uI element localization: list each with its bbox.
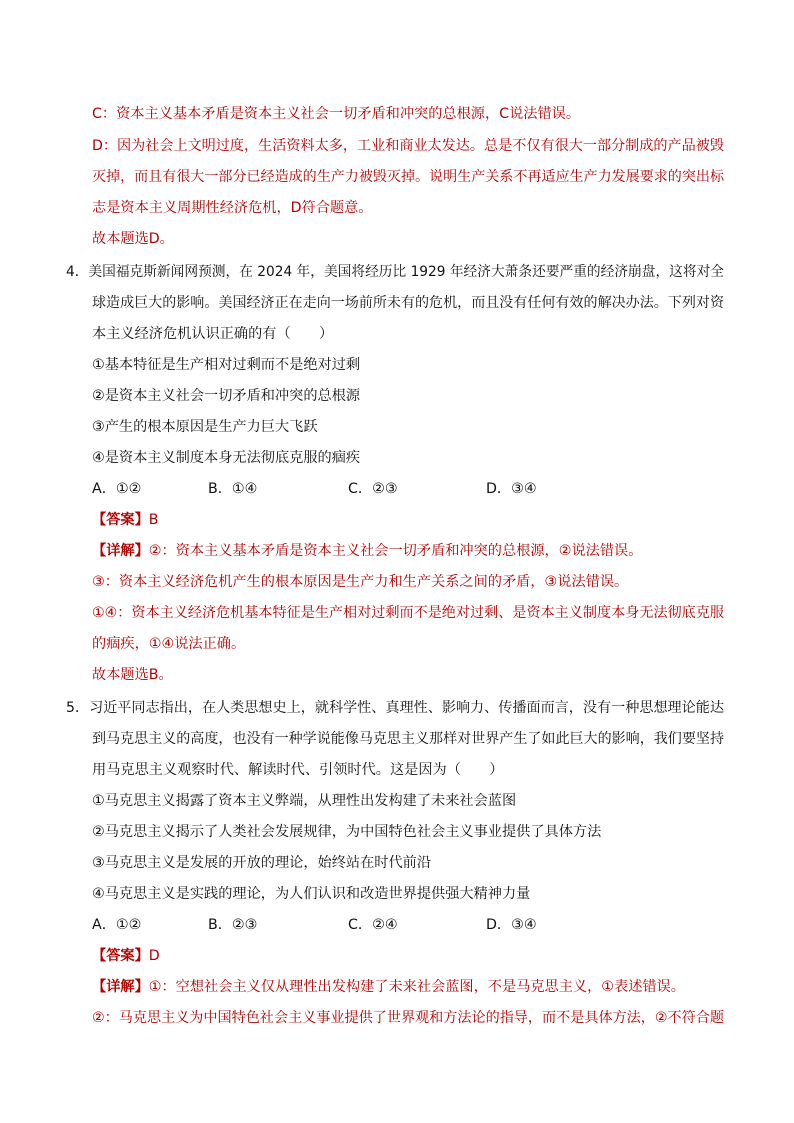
q4-detail-tag: 【详解】: [92, 543, 149, 559]
q5-statement-4: ④马克思主义是实践的理论，为人们认识和改造世界提供强大精神力量: [92, 886, 531, 902]
q4-statement-1: ①基本特征是生产相对过剩而不是绝对过剩: [92, 357, 361, 373]
q4-conclusion: 故本题选B。: [92, 667, 173, 683]
q3-conclusion: 故本题选D。: [92, 231, 174, 247]
q5-option-a: A．①②: [92, 917, 142, 933]
q5-detail-tag: 【详解】: [92, 979, 149, 995]
q5-statement-3: ③马克思主义是发展的开放的理论，始终站在时代前沿: [92, 855, 432, 871]
q4-option-a: A．①②: [92, 481, 142, 497]
q4-option-d: D．③④: [486, 481, 537, 497]
q4-answer-line: [92, 510, 159, 530]
q4-option-c: C．②③: [348, 481, 398, 497]
q3-option-d-analysis-line1: D：因为社会上文明过度，生活资料太多，工业和商业太发达。总是不仅有很大一部分制成的产品被毁: [92, 138, 724, 154]
q4-stem-line2: 球造成巨大的影响。美国经济正在走向一场前所未有的危机，而且没有任何有效的解决办法。下列对资: [92, 295, 724, 311]
q4-stem-line3: 本主义经济危机认识正确的有（ ）: [92, 326, 334, 342]
q4-statement-4: ④是资本主义制度本身无法彻底克服的痼疾: [92, 450, 361, 466]
q4-detail-line4: 的痼疾，①④说法正确。: [92, 636, 246, 652]
q5-option-b: B．②③: [208, 917, 258, 933]
q4-option-b: B．①④: [208, 481, 258, 497]
q4-statement-3: ③产生的根本原因是生产力巨大飞跃: [92, 419, 318, 435]
q5-statement-1: ①马克思主义揭露了资本主义弊端，从理性出发构建了未来社会蓝图: [92, 793, 517, 809]
q3-option-c-analysis: C：资本主义基本矛盾是资本主义社会一切矛盾和冲突的总根源，C说法错误。: [92, 106, 581, 122]
q4-answer-value: B: [148, 512, 159, 528]
q3-option-d-analysis-line3: 志是资本主义周期性经济危机，D符合题意。: [92, 200, 373, 216]
q5-answer-tag: 【答案】: [92, 948, 149, 964]
q4-answer-tag: 【答案】: [92, 512, 149, 528]
q5-option-c: C．②④: [348, 917, 398, 933]
q5-answer-line: [92, 946, 160, 966]
q5-stem-line2: 到马克思主义的高度，也没有一种学说能像马克思主义那样对世界产生了如此巨大的影响，我们要坚持: [92, 731, 724, 747]
q4-detail-line2: ③：资本主义经济危机产生的根本原因是生产力和生产关系之间的矛盾，③说法错误。: [92, 574, 629, 590]
q5-statement-2: ②马克思主义揭示了人类社会发展规律，为中国特色社会主义事业提供了具体方法: [92, 824, 602, 840]
q5-detail-text1: ①：空想社会主义仅从理性出发构建了未来社会蓝图，不是马克思主义，①表述错误。: [148, 979, 685, 995]
q4-detail-text1: ②：资本主义基本矛盾是资本主义社会一切矛盾和冲突的总根源，②说法错误。: [148, 543, 643, 559]
q5-detail-line2: ②：马克思主义为中国特色社会主义事业提供了世界观和方法论的指导，而不是具体方法，②不符合题: [92, 1010, 724, 1026]
q4-statement-2: ②是资本主义社会一切矛盾和冲突的总根源: [92, 388, 361, 404]
q4-stem-line1: 4．美国福克斯新闻网预测，在 2024 年，美国将经历比 1929 年经济大萧条还要严重的经济崩盘，这将对全: [66, 264, 724, 280]
q5-answer-value: D: [148, 948, 160, 964]
q5-stem-line3: 用马克思主义观察时代、解读时代、引领时代。这是因为（ ）: [92, 762, 504, 778]
q5-stem-line1: 5．习近平同志指出，在人类思想史上，就科学性、真理性、影响力、传播面而言，没有一种思想理论能达: [66, 700, 724, 716]
q3-option-d-analysis-line2: 灭掉，而且有很大一部分已经造成的生产力被毁灭掉。说明生产关系不再适应生产力发展要求的突出标: [92, 169, 724, 185]
q4-detail-line3: ①④：资本主义经济危机基本特征是生产相对过剩而不是绝对过剩、是资本主义制度本身无法彻底克服: [92, 605, 724, 621]
q5-detail-line1: [92, 977, 685, 997]
q4-detail-line1: [92, 541, 642, 561]
q5-option-d: D．③④: [486, 917, 537, 933]
